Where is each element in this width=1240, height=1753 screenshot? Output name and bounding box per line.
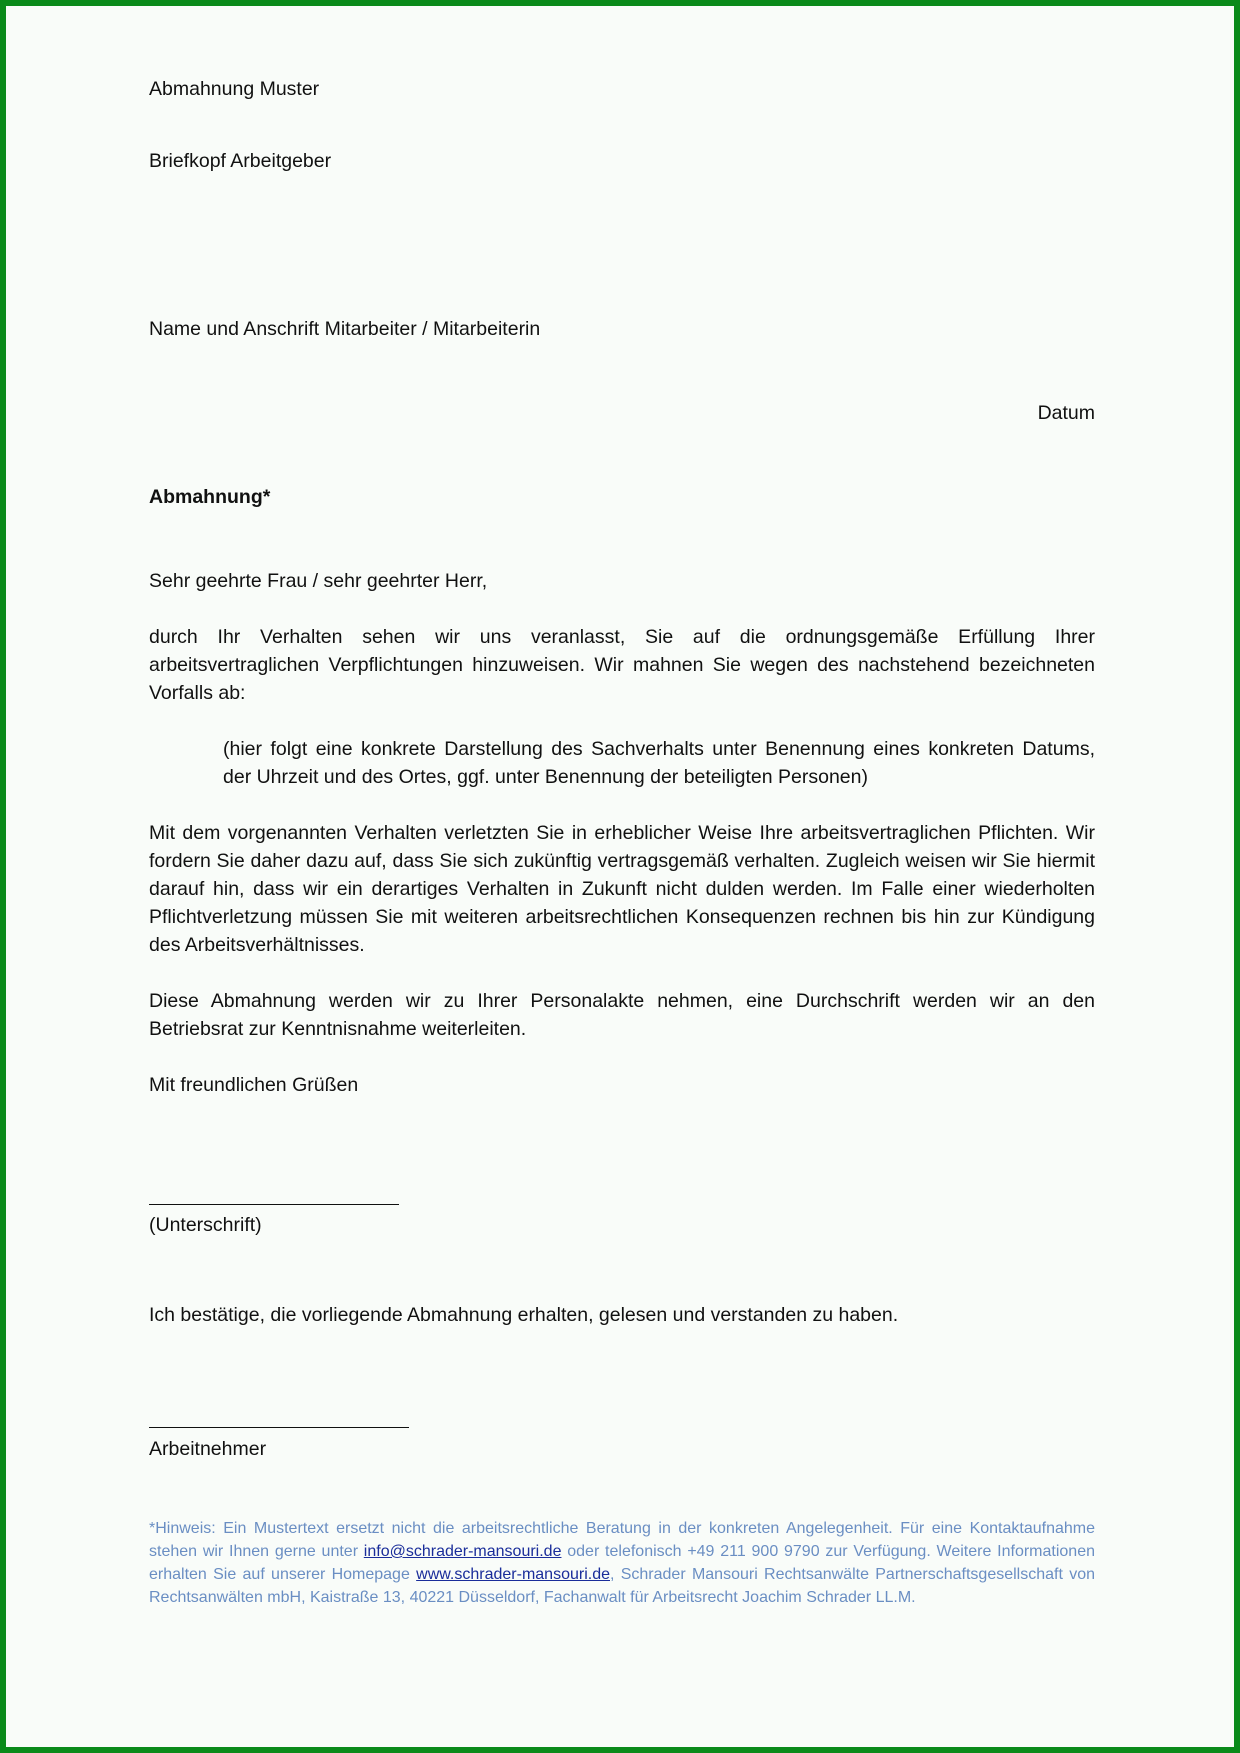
paragraph-breach-warning: Mit dem vorgenannten Verhalten verletzten Sie in erheblicher Weise Ihre arbeitsvertraglichen Pflichten. Wir fordern Sie daher dazu auf, dass Sie sich zukünftig vertragsgemäß verhalten. Zugleich weisen wir Sie hiermit darauf hin, dass wir ein derartiges Verhalten in Zukunft nicht dulden werden. Im Falle einer wiederholten Pflichtverletzung müssen Sie mit weiteren arbeitsrechtlichen Konsequenzen rechnen bis hin zur Kündigung des Arbeitsverhältnisses. [149,822,1095,956]
footnote-text-part1: *Hinweis: Ein Mustertext ersetzt nicht die arbeitsrechtliche Beratung in der konkreten Angelegenheit. Für eine Kontaktaufnahme stehen wir Ihnen gerne unter [149,1520,1095,1560]
employee-signature-line [149,1427,409,1428]
paragraph-incident-intro: durch Ihr Verhalten sehen wir uns veranlasst, Sie auf die ordnungsgemäße Erfüllung Ihrer arbeitsvertraglichen Verpflichtungen hinzuweisen. Wir mahnen Sie wegen des nachstehend bezeichneten Vorfalls ab: [149,626,1095,704]
employee-signature-label: Arbeitnehmer [149,1438,267,1460]
subject-line: Abmahnung* [149,486,271,508]
disclaimer-footnote [149,1517,1095,1609]
recipient-address-placeholder: Name und Anschrift Mitarbeiter / Mitarbeiterin [149,318,541,340]
closing-greeting: Mit freundlichen Grüßen [149,1074,359,1096]
email-link[interactable]: info@schrader-mansouri.de [363,1543,562,1560]
website-link[interactable]: www.schrader-mansouri.de [416,1566,610,1583]
salutation: Sehr geehrte Frau / sehr geehrter Herr, [149,570,488,592]
indented-incident-description: (hier folgt eine konkrete Darstellung des Sachverhalts unter Benennung eines konkreten Datums, der Uhrzeit und des Ortes, ggf. unter Benennung der beteiligten Personen) [223,738,1095,788]
date-placeholder: Datum [1037,402,1095,424]
letterhead-placeholder: Briefkopf Arbeitgeber [149,150,332,172]
document-heading: Abmahnung Muster [149,78,320,100]
signature-label: (Unterschrift) [149,1214,262,1236]
receipt-confirmation: Ich bestätige, die vorliegende Abmahnung erhalten, gelesen und verstanden zu haben. [149,1304,899,1326]
signature-line [149,1204,399,1205]
footnote-text-part3: , Schrader Mansouri Rechtsanwälte Partnerschaftsgesellschaft von Rechtsanwälten mbH, Kaistraße 13, 40221 Düsseldorf, Fachanwalt für Arbeitsrecht Joachim Schrader LL.M. [149,1566,1095,1606]
footnote-text-part2: oder telefonisch +49 211 900 9790 zur Verfügung. Weitere Informationen erhalten Sie auf unserer Homepage [149,1543,1095,1583]
paragraph-personnel-file: Diese Abmahnung werden wir zu Ihrer Personalakte nehmen, eine Durchschrift werden wir an den Betriebsrat zur Kenntnisnahme weiterleiten. [149,990,1095,1040]
